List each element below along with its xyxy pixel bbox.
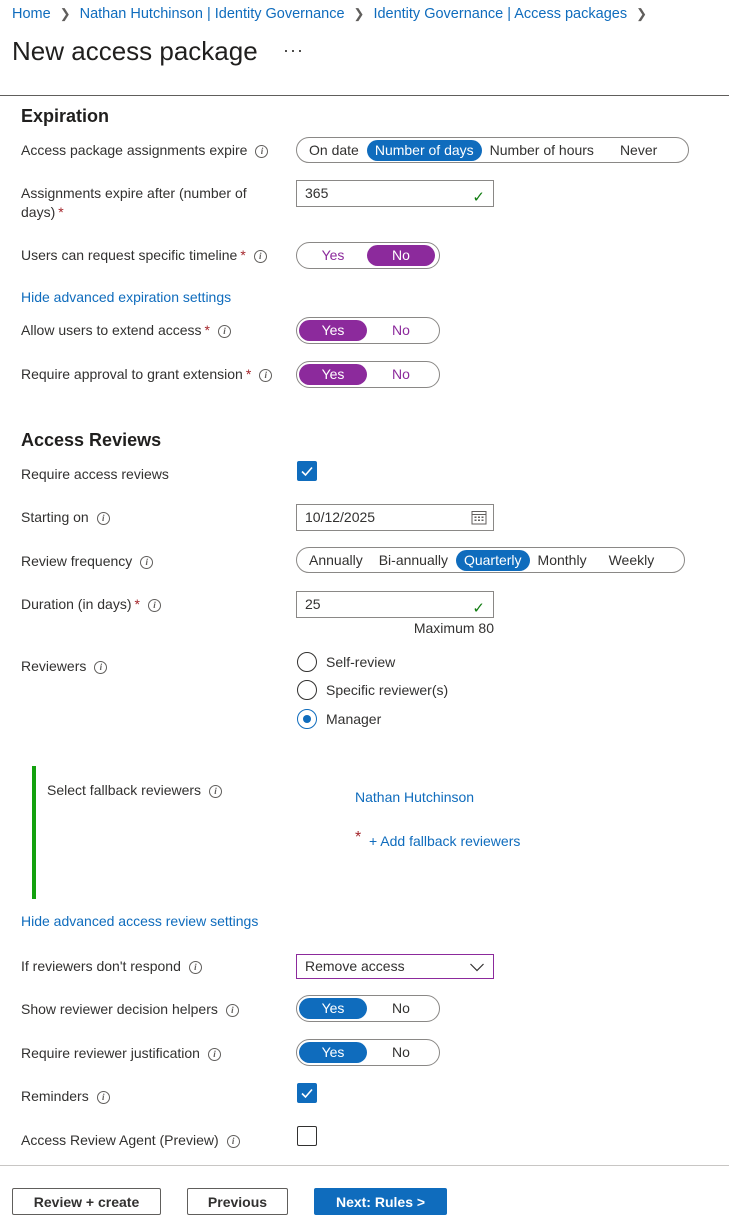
expire-after-input[interactable]: 365 ✓ bbox=[296, 180, 494, 207]
option-bi-annually[interactable]: Bi-annually bbox=[378, 551, 448, 568]
option-annually[interactable]: Annually bbox=[309, 551, 363, 568]
toggle-yes[interactable]: Yes bbox=[321, 247, 345, 263]
duration-input[interactable]: 25 ✓ bbox=[296, 591, 494, 618]
option-never[interactable]: Never bbox=[619, 141, 658, 158]
decision-helpers-toggle bbox=[296, 995, 440, 1022]
add-fallback-reviewers-link[interactable]: + Add fallback reviewers bbox=[369, 833, 521, 849]
starting-on-date-input[interactable]: 10/12/2025 bbox=[296, 504, 494, 531]
info-icon[interactable]: i bbox=[209, 785, 222, 798]
starting-on-label: Starting on i bbox=[21, 508, 110, 527]
hide-advanced-review-link[interactable]: Hide advanced access review settings bbox=[21, 913, 259, 929]
extend-access-toggle bbox=[296, 317, 440, 344]
toggle-no[interactable]: No bbox=[392, 1000, 410, 1016]
valid-check-icon: ✓ bbox=[472, 600, 485, 617]
breadcrumb-home[interactable]: Home bbox=[12, 6, 51, 22]
duration-label: Duration (in days) * i bbox=[21, 595, 161, 614]
justification-label: Require reviewer justification i bbox=[21, 1044, 221, 1063]
require-reviews-checkbox[interactable] bbox=[297, 461, 317, 481]
more-options-button[interactable]: ··· bbox=[283, 40, 304, 60]
no-response-dropdown[interactable]: Remove access bbox=[296, 954, 494, 979]
chevron-right-icon: ❯ bbox=[59, 6, 71, 21]
checkmark-icon bbox=[300, 464, 314, 478]
info-icon[interactable]: i bbox=[97, 512, 110, 525]
toggle-yes[interactable]: Yes bbox=[299, 998, 367, 1019]
info-icon[interactable]: i bbox=[94, 661, 107, 674]
option-monthly[interactable]: Monthly bbox=[537, 551, 587, 568]
footer-divider bbox=[0, 1165, 729, 1166]
toggle-no[interactable]: No bbox=[367, 245, 435, 266]
info-icon[interactable]: i bbox=[148, 599, 161, 612]
toggle-no[interactable]: No bbox=[392, 1044, 410, 1060]
toggle-no[interactable]: No bbox=[392, 366, 410, 382]
review-create-button[interactable]: Review + create bbox=[12, 1188, 161, 1215]
decision-helpers-label: Show reviewer decision helpers i bbox=[21, 1000, 239, 1019]
required-asterisk: * bbox=[355, 829, 362, 846]
reviewer-manager[interactable]: Manager bbox=[297, 709, 381, 729]
option-quarterly[interactable]: Quarterly bbox=[456, 550, 530, 571]
duration-hint: Maximum 80 bbox=[413, 620, 494, 636]
toggle-yes[interactable]: Yes bbox=[299, 364, 367, 385]
option-number-of-days[interactable]: Number of days bbox=[367, 140, 482, 161]
reviewers-label: Reviewers i bbox=[21, 657, 107, 676]
fallback-reviewer-name[interactable]: Nathan Hutchinson bbox=[355, 789, 475, 805]
fallback-reviewers-label: Select fallback reviewers i bbox=[47, 781, 222, 800]
radio-button[interactable] bbox=[297, 680, 317, 700]
info-icon[interactable]: i bbox=[208, 1048, 221, 1061]
option-on-date[interactable]: On date bbox=[309, 141, 359, 158]
next-rules-button[interactable]: Next: Rules > bbox=[314, 1188, 447, 1215]
chevron-down-icon bbox=[469, 959, 485, 975]
approval-extension-label: Require approval to grant extension * i bbox=[21, 365, 272, 384]
toggle-no[interactable]: No bbox=[392, 322, 410, 338]
review-agent-label: Access Review Agent (Preview) i bbox=[21, 1131, 240, 1150]
info-icon[interactable]: i bbox=[226, 1004, 239, 1017]
review-frequency-selector bbox=[296, 547, 685, 573]
radio-button-selected[interactable] bbox=[297, 709, 317, 729]
breadcrumb-identity-governance[interactable]: Nathan Hutchinson | Identity Governance bbox=[79, 6, 345, 22]
specific-timeline-label: Users can request specific timeline * i bbox=[21, 246, 267, 265]
chevron-right-icon: ❯ bbox=[636, 6, 647, 21]
info-icon[interactable]: i bbox=[97, 1091, 110, 1104]
no-response-label: If reviewers don't respond i bbox=[21, 957, 202, 976]
radio-button[interactable] bbox=[297, 652, 317, 672]
fallback-section-bar bbox=[32, 766, 36, 899]
info-icon[interactable]: i bbox=[140, 556, 153, 569]
specific-timeline-toggle bbox=[296, 242, 440, 269]
header-divider bbox=[0, 95, 729, 96]
breadcrumb bbox=[12, 6, 656, 22]
info-icon[interactable]: i bbox=[227, 1135, 240, 1148]
toggle-yes[interactable]: Yes bbox=[299, 320, 367, 341]
info-icon[interactable]: i bbox=[218, 325, 231, 338]
valid-check-icon: ✓ bbox=[472, 189, 485, 206]
info-icon[interactable]: i bbox=[189, 961, 202, 974]
page-title: New access package bbox=[12, 36, 258, 66]
require-reviews-label: Require access reviews bbox=[21, 466, 169, 482]
approval-extension-toggle bbox=[296, 361, 440, 388]
previous-button[interactable]: Previous bbox=[187, 1188, 288, 1215]
toggle-yes[interactable]: Yes bbox=[299, 1042, 367, 1063]
extend-access-label: Allow users to extend access * i bbox=[21, 321, 231, 340]
chevron-right-icon: ❯ bbox=[353, 6, 365, 21]
info-icon[interactable]: i bbox=[259, 369, 272, 382]
reminders-label: Reminders i bbox=[21, 1087, 110, 1106]
expiration-heading: Expiration bbox=[21, 106, 110, 126]
info-icon[interactable]: i bbox=[254, 250, 267, 263]
calendar-icon[interactable] bbox=[471, 510, 487, 525]
option-weekly[interactable]: Weekly bbox=[608, 551, 655, 568]
access-reviews-heading: Access Reviews bbox=[21, 430, 162, 450]
hide-advanced-expiration-link[interactable]: Hide advanced expiration settings bbox=[21, 289, 232, 305]
assignments-expire-label: Access package assignments expire i bbox=[21, 141, 268, 160]
reviewer-specific[interactable]: Specific reviewer(s) bbox=[297, 680, 448, 700]
reminders-checkbox[interactable] bbox=[297, 1083, 317, 1103]
breadcrumb-access-packages[interactable]: Identity Governance | Access packages bbox=[373, 6, 628, 22]
justification-toggle bbox=[296, 1039, 440, 1066]
required-asterisk: * bbox=[58, 204, 64, 220]
review-frequency-label: Review frequency i bbox=[21, 552, 153, 571]
info-icon[interactable]: i bbox=[255, 145, 268, 158]
reviewer-self-review[interactable]: Self-review bbox=[297, 652, 395, 672]
assignments-expire-selector bbox=[296, 137, 689, 163]
review-agent-checkbox[interactable] bbox=[297, 1126, 317, 1146]
expire-after-label: Assignments expire after (number of days) * bbox=[21, 185, 247, 220]
option-number-of-hours[interactable]: Number of hours bbox=[489, 141, 594, 158]
checkmark-icon bbox=[300, 1086, 314, 1100]
